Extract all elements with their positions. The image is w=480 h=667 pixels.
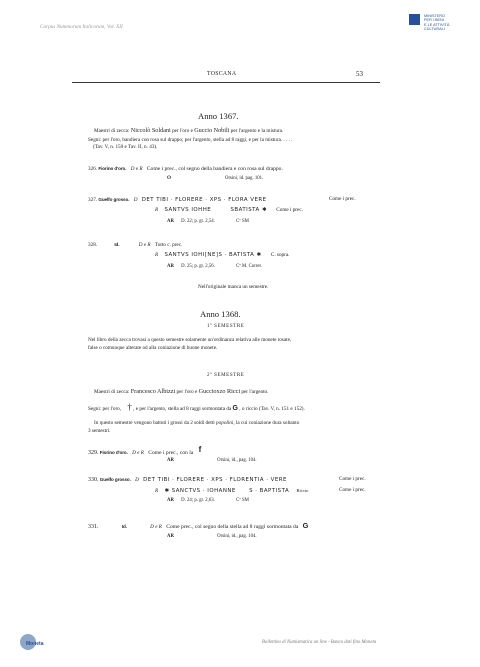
reverse-legend: R SANTVS IOHI[NE]S · BATISTA ✱ C. sopra. (155, 252, 290, 258)
header-rule (72, 82, 380, 83)
moneta-logo-text: Moneta (26, 641, 44, 647)
mint-masters-line: Maestri di zecca: Francesco Albizzi per l'oro e Guccioxzo Ricci per l'argento. (94, 388, 269, 395)
ministry-name: MINISTERO PER I BENI E LE ATTIVITÀ CULTURALI (424, 14, 450, 32)
metal-mark: O (167, 175, 172, 181)
citation: AR D. 25; p. gr. 2,56. Cº M. Correr. (167, 264, 263, 269)
running-title: TOSCANA (207, 71, 237, 77)
entry-326: 326. Fiorino d'oro. D e R Come i prec., col segno della bandiera e con rosa sul drappo. (88, 166, 283, 172)
paragraph: false o comunque alterate od alla coniazione di buone monete. (88, 345, 218, 351)
citation: AR D. 22; p. gr. 2,54. Cº SM (167, 219, 249, 224)
signs-ref: (Tav. V, n. 150 e Tav. II, n. 43). (93, 144, 158, 150)
series-title: Corpus Nummorum Italicorum, Vol. XII (40, 24, 123, 30)
mint-masters-line: Maestri di zecca: Niccolò Soldani per l'oro e Guccio Nobili per l'argento e la mistura. (94, 127, 284, 134)
ministry-logo-icon (409, 14, 420, 25)
paragraph: 3 semestri. (88, 428, 111, 434)
reverse-legend: R ✱ SANCTVS · IOHANNE S · BAPTISTA Riccio (155, 488, 309, 494)
signs-line: Segni: per l'oro, † , e per l'argento, stella ad 8 raggi sormontata da G , o riccio (Tav. V, n. 151 e 152). (88, 402, 305, 412)
entry-328: 328. Id. D e R Tutto c. prec. (88, 242, 183, 248)
semester-heading: 2º SEMESTRE (207, 373, 245, 378)
citation: AR D. 24; p. gr. 2,63. Cº SM (167, 498, 249, 503)
entry-329: 329. Fiorino d'oro. D e R Come i prec., con la f (88, 445, 202, 456)
paragraph: In questo semestre vengono battuti i grossi da 2 soldi detti popolini, la cui coniazione dura soltanto (94, 420, 300, 426)
semester-heading: 1º SEMESTRE (207, 324, 245, 329)
obverse-note: Come i prec. (339, 476, 366, 482)
reverse-legend: R SANTVS IOHHE SBATISTA ✱ Come i prec. (155, 207, 303, 213)
signs-line: Segni: per l'oro, bandiera con rosa sul drappo; per l'argento, stella ad 8 raggi, e per la mistura. . . . . (88, 137, 293, 143)
entry-331: 331. Id. D e R Come prec., col segno della stella ad 8 raggi sormontata da G (88, 521, 309, 530)
footer-credit: Bollettino di Numismatica on line - Banca dati fino Moneta (262, 640, 377, 645)
obverse-note: Come i prec. (329, 196, 356, 202)
reverse-note: Come i prec. (339, 487, 366, 493)
entry-330: 330. Guelfo grosso. D DET TIBI · FLORERE · XPS · FLORENTIA · VERE (88, 477, 287, 483)
section-year: Anno 1367. (198, 111, 239, 121)
section-year: Anno 1368. (200, 309, 241, 319)
citation: Orsini, id. pag. 101. (225, 176, 264, 181)
paragraph: Nel libro della zecca trovasi a questo semestre solamente un'ordinanza relativa alle monete tosate, (88, 337, 292, 343)
missing-semester-note: Nell'originale manca un semestre. (198, 284, 269, 290)
citation: AR Orsini, id., pag. 104. (167, 534, 257, 539)
entry-327: 327. Guelfo grosso. D DET TIBI · FLORERE · XPS · FLORA VERE (88, 197, 267, 203)
page-number: 53 (356, 70, 363, 78)
citation: AR Orsini, id., pag. 104. (167, 458, 257, 463)
